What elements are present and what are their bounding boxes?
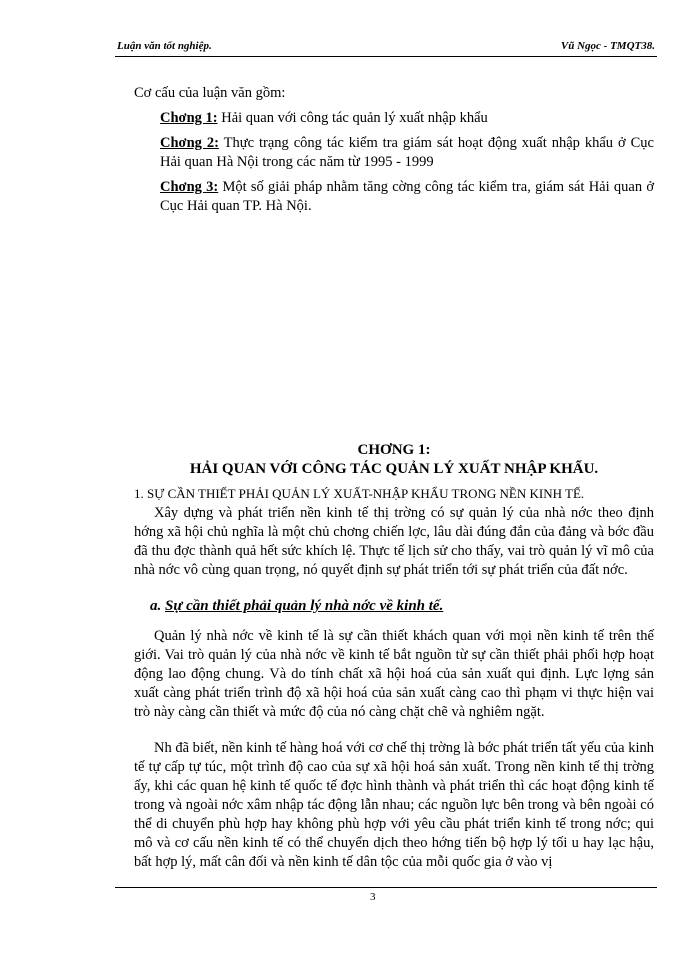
paragraph-1 (134, 504, 654, 580)
paragraph-1-text: Xây dựng và phát triển nền kinh tế thị trờng có sự quản lý của nhà nớc theo định hớng xã hội chủ nghĩa là một chủ chơng chiến lợc, lâu dài đúng đắn của đảng và bớc đầu đã thu đợc thành quả hết sức khích lệ. Thực tế lịch sử cho thấy, vai trò quản lý vĩ mô của nhà nớc vô cùng quan trọng, nó quyết định sự phát triển tới sự phát triển của đất nớc. (134, 505, 654, 578)
paragraph-3 (134, 739, 654, 872)
chapter-3-summary (134, 178, 654, 216)
chapter-1-label: Chơng 1: (160, 110, 218, 126)
structure-heading: Cơ cấu của luận văn gồm: (134, 85, 286, 101)
chapter-1-summary (134, 109, 654, 128)
subsection-label: a. (150, 598, 162, 614)
subsection-title: Sự cần thiết phải quản lý nhà nớc về kinh tế. (165, 598, 444, 614)
chapter-3-label: Chơng 3: (160, 179, 219, 195)
chapter-number: CHƠNG 1: (357, 442, 431, 458)
subsection-heading (150, 598, 650, 615)
header-right-text: Vũ Ngọc - TMQT38. (560, 40, 655, 52)
thesis-structure (134, 84, 654, 222)
chapter-2-label: Chơng 2: (160, 135, 219, 151)
paragraph-2 (134, 627, 654, 722)
footer-rule (115, 887, 657, 888)
header-left-text: Luận văn tốt nghiệp. (117, 40, 212, 52)
chapter-1-text: Hải quan với công tác quản lý xuất nhập khẩu (221, 110, 488, 126)
chapter-2-summary (134, 134, 654, 172)
paragraph-2-text: Quản lý nhà nớc về kinh tế là sự cần thiết khách quan với mọi nền kinh tế trên thế giới. Vai trò quản lý của nhà nớc về kinh tế bắt nguồn từ sự cần thiết phải phối hợp hoạt động lao động chung. Và do tính chất xã hội hoá của sản xuất qui định. Lực lợng sản xuất càng phát triển trình độ xã hội hoá của sản xuất càng cao thì phạm vi thực hiện vai trò này càng cần thiết và mức độ của nó càng chặt chẽ và nghiêm ngặt. (134, 628, 654, 720)
header-rule (115, 56, 657, 57)
section-heading: 1. SỰ CẦN THIẾT PHẢI QUẢN LÝ XUẤT-NHẬP KHẨU TRONG NỀN KINH TẾ. (134, 486, 585, 501)
page-number: 3 (370, 891, 376, 903)
paragraph-3-text: Nh đã biết, nền kinh tế hàng hoá với cơ chế thị trờng là bớc phát triển tất yếu của kinh tế tự cấp tự túc, một trình độ cao của sự xã hội hoá sản xuất. Trong nền kinh tế thị trờng ấy, khi các quan hệ kinh tế quốc tế đợc hình thành và phát triển thì các hoạt động kinh tế trong và ngoài nớc xâm nhập tác động lẫn nhau; các nguồn lực bên trong và bên ngoài có thể di chuyển phù hợp hay không phù hợp với yêu cầu phát triển kinh tế trong nớc; qui mô và cơ cấu nền kinh tế có thể chuyển dịch theo hớng tiến bộ hợp lý tối u hay lạc hậu, bất hợp lý, mất cân đối và nền kinh tế dân tộc của mỗi quốc gia ở vào vị (134, 740, 654, 870)
chapter-title: HẢI QUAN VỚI CÔNG TÁC QUẢN LÝ XUẤT NHẬP KHẨU. (189, 461, 599, 477)
chapter-3-text: Một số giải pháp nhằm tăng cờng công tác kiểm tra, giám sát Hải quan ở Cục Hải quan TP. Hà Nội. (160, 179, 654, 214)
chapter-2-text: Thực trạng công tác kiểm tra giám sát hoạt động xuất nhập khẩu ở Cục Hải quan Hà Nội trong các năm từ 1995 - 1999 (160, 135, 654, 170)
